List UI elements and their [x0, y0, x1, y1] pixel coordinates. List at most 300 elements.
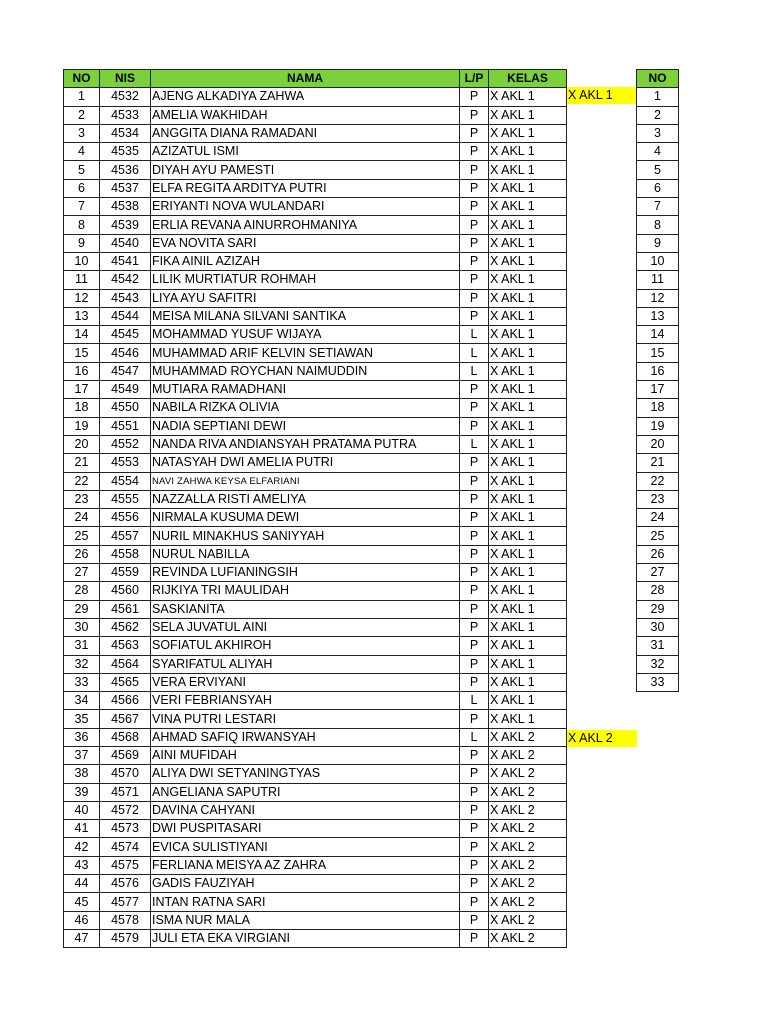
- cell-lp: P: [460, 710, 489, 728]
- table-row: [64, 106, 567, 124]
- cell-kelas: X AKL 1: [489, 600, 567, 618]
- header-nis: NIS: [100, 70, 151, 88]
- table-row: [637, 88, 679, 106]
- cell-no: 7: [64, 198, 100, 216]
- cell-kelas: X AKL 2: [489, 746, 567, 764]
- cell-kelas: X AKL 1: [489, 362, 567, 380]
- table-row: [64, 252, 567, 270]
- cell-kelas: X AKL 1: [489, 399, 567, 417]
- cell-number: 14: [637, 326, 679, 344]
- cell-no: 31: [64, 637, 100, 655]
- cell-number: 12: [637, 289, 679, 307]
- cell-no: 5: [64, 161, 100, 179]
- table-row: [64, 509, 567, 527]
- table-row: [637, 124, 679, 142]
- cell-nis: 4563: [100, 637, 151, 655]
- cell-nis: 4574: [100, 838, 151, 856]
- cell-nama: ANGGITA DIANA RAMADANI: [151, 124, 460, 142]
- table-row: [637, 472, 679, 490]
- cell-kelas: X AKL 1: [489, 673, 567, 691]
- number-column-table: [636, 69, 679, 692]
- table-row: [637, 179, 679, 197]
- cell-nama: DIYAH AYU PAMESTI: [151, 161, 460, 179]
- table-row: [64, 618, 567, 636]
- table-row: [64, 289, 567, 307]
- table-row: [64, 783, 567, 801]
- cell-nis: 4578: [100, 911, 151, 929]
- table-row: [64, 765, 567, 783]
- cell-lp: P: [460, 216, 489, 234]
- cell-nama: ALIYA DWI SETYANINGTYAS: [151, 765, 460, 783]
- cell-lp: P: [460, 600, 489, 618]
- cell-number: 3: [637, 124, 679, 142]
- cell-nis: 4553: [100, 454, 151, 472]
- cell-nis: 4569: [100, 746, 151, 764]
- table-row: [637, 509, 679, 527]
- cell-number: 31: [637, 637, 679, 655]
- cell-number: 2: [637, 106, 679, 124]
- cell-no: 37: [64, 746, 100, 764]
- cell-lp: P: [460, 875, 489, 893]
- cell-lp: P: [460, 893, 489, 911]
- cell-no: 38: [64, 765, 100, 783]
- cell-nama: LIYA AYU SAFITRI: [151, 289, 460, 307]
- table-row: [637, 344, 679, 362]
- cell-no: 13: [64, 307, 100, 325]
- table-row: [64, 161, 567, 179]
- cell-nis: 4552: [100, 435, 151, 453]
- cell-number: 23: [637, 490, 679, 508]
- cell-number: 20: [637, 435, 679, 453]
- cell-nis: 4566: [100, 692, 151, 710]
- cell-lp: L: [460, 344, 489, 362]
- cell-nis: 4541: [100, 252, 151, 270]
- cell-kelas: X AKL 1: [489, 106, 567, 124]
- table-row: [637, 307, 679, 325]
- table-row: [637, 216, 679, 234]
- cell-nis: 4536: [100, 161, 151, 179]
- table-row: [637, 582, 679, 600]
- cell-kelas: X AKL 1: [489, 124, 567, 142]
- table-row: [637, 362, 679, 380]
- cell-nis: 4560: [100, 582, 151, 600]
- table-row: [64, 746, 567, 764]
- cell-no: 21: [64, 454, 100, 472]
- cell-lp: L: [460, 326, 489, 344]
- cell-kelas: X AKL 1: [489, 216, 567, 234]
- cell-nama: NAVI ZAHWA KEYSA ELFARIANI: [151, 472, 460, 490]
- cell-no: 24: [64, 509, 100, 527]
- cell-kelas: X AKL 2: [489, 911, 567, 929]
- cell-no: 39: [64, 783, 100, 801]
- cell-nis: 4545: [100, 326, 151, 344]
- cell-lp: L: [460, 362, 489, 380]
- table-row: [64, 893, 567, 911]
- table-row: [637, 435, 679, 453]
- table-row: [64, 143, 567, 161]
- cell-lp: P: [460, 564, 489, 582]
- cell-no: 16: [64, 362, 100, 380]
- table-row: [637, 655, 679, 673]
- cell-number: 7: [637, 198, 679, 216]
- cell-lp: P: [460, 143, 489, 161]
- cell-nama: ANGELIANA SAPUTRI: [151, 783, 460, 801]
- cell-no: 2: [64, 106, 100, 124]
- cell-no: 26: [64, 545, 100, 563]
- cell-nama: ISMA NUR MALA: [151, 911, 460, 929]
- cell-nis: 4571: [100, 783, 151, 801]
- class-label-akl1: X AKL 1: [567, 87, 637, 104]
- cell-nis: 4559: [100, 564, 151, 582]
- cell-nis: 4537: [100, 179, 151, 197]
- cell-nama: FIKA AINIL AZIZAH: [151, 252, 460, 270]
- cell-kelas: X AKL 1: [489, 289, 567, 307]
- table-row: [64, 472, 567, 490]
- cell-no: 4: [64, 143, 100, 161]
- cell-nama: AINI MUFIDAH: [151, 746, 460, 764]
- cell-kelas: X AKL 1: [489, 490, 567, 508]
- cell-lp: P: [460, 637, 489, 655]
- cell-nama: SELA JUVATUL AINI: [151, 618, 460, 636]
- cell-nis: 4547: [100, 362, 151, 380]
- cell-no: 10: [64, 252, 100, 270]
- table-row: [637, 326, 679, 344]
- cell-number: 32: [637, 655, 679, 673]
- cell-nama: EVA NOVITA SARI: [151, 234, 460, 252]
- cell-number: 22: [637, 472, 679, 490]
- cell-kelas: X AKL 2: [489, 728, 567, 746]
- cell-nama: RIJKIYA TRI MAULIDAH: [151, 582, 460, 600]
- cell-no: 25: [64, 527, 100, 545]
- cell-nis: 4542: [100, 271, 151, 289]
- cell-number: 21: [637, 454, 679, 472]
- table-row: [64, 692, 567, 710]
- cell-lp: P: [460, 838, 489, 856]
- cell-number: 33: [637, 673, 679, 691]
- table-row: [637, 600, 679, 618]
- cell-nama: MOHAMMAD YUSUF WIJAYA: [151, 326, 460, 344]
- cell-kelas: X AKL 2: [489, 765, 567, 783]
- table-row: [64, 490, 567, 508]
- table-row: [637, 454, 679, 472]
- cell-nama: AHMAD SAFIQ IRWANSYAH: [151, 728, 460, 746]
- cell-number: 30: [637, 618, 679, 636]
- table-row: [64, 582, 567, 600]
- cell-lp: P: [460, 454, 489, 472]
- cell-nis: 4535: [100, 143, 151, 161]
- cell-number: 6: [637, 179, 679, 197]
- table-row: [64, 929, 567, 947]
- cell-no: 42: [64, 838, 100, 856]
- table-row: [637, 399, 679, 417]
- cell-number: 9: [637, 234, 679, 252]
- cell-nis: 4575: [100, 856, 151, 874]
- cell-no: 40: [64, 801, 100, 819]
- cell-nama: ELFA REGITA ARDITYA PUTRI: [151, 179, 460, 197]
- cell-lp: L: [460, 435, 489, 453]
- cell-nis: 4554: [100, 472, 151, 490]
- cell-kelas: X AKL 1: [489, 179, 567, 197]
- cell-nis: 4573: [100, 820, 151, 838]
- cell-kelas: X AKL 1: [489, 381, 567, 399]
- cell-nis: 4538: [100, 198, 151, 216]
- cell-nis: 4558: [100, 545, 151, 563]
- table-row: [64, 838, 567, 856]
- cell-kelas: X AKL 1: [489, 252, 567, 270]
- cell-no: 1: [64, 88, 100, 106]
- table-row: [64, 728, 567, 746]
- table-row: [64, 179, 567, 197]
- cell-number: 10: [637, 252, 679, 270]
- table-row: [64, 454, 567, 472]
- cell-no: 15: [64, 344, 100, 362]
- cell-lp: P: [460, 820, 489, 838]
- table-row: [64, 216, 567, 234]
- cell-number: 25: [637, 527, 679, 545]
- right-header-no: NO: [637, 70, 679, 88]
- cell-nis: 4572: [100, 801, 151, 819]
- cell-kelas: X AKL 1: [489, 472, 567, 490]
- cell-kelas: X AKL 1: [489, 710, 567, 728]
- table-row: [64, 271, 567, 289]
- cell-no: 20: [64, 435, 100, 453]
- cell-lp: P: [460, 929, 489, 947]
- table-row: [64, 637, 567, 655]
- table-row: [64, 417, 567, 435]
- cell-number: 1: [637, 88, 679, 106]
- table-row: [637, 618, 679, 636]
- cell-number: 15: [637, 344, 679, 362]
- cell-no: 44: [64, 875, 100, 893]
- table-row: [64, 655, 567, 673]
- class-label-akl2: X AKL 2: [567, 730, 637, 747]
- cell-lp: P: [460, 509, 489, 527]
- cell-nis: 4577: [100, 893, 151, 911]
- cell-kelas: X AKL 1: [489, 637, 567, 655]
- cell-lp: P: [460, 472, 489, 490]
- cell-lp: P: [460, 124, 489, 142]
- cell-nama: NAZZALLA RISTI AMELIYA: [151, 490, 460, 508]
- table-row: [64, 307, 567, 325]
- cell-nis: 4576: [100, 875, 151, 893]
- cell-kelas: X AKL 1: [489, 326, 567, 344]
- cell-lp: P: [460, 545, 489, 563]
- cell-kelas: X AKL 1: [489, 307, 567, 325]
- cell-no: 17: [64, 381, 100, 399]
- cell-nama: NANDA RIVA ANDIANSYAH PRATAMA PUTRA: [151, 435, 460, 453]
- cell-lp: P: [460, 271, 489, 289]
- cell-nama: AMELIA WAKHIDAH: [151, 106, 460, 124]
- cell-lp: P: [460, 88, 489, 106]
- cell-nis: 4567: [100, 710, 151, 728]
- cell-kelas: X AKL 1: [489, 143, 567, 161]
- cell-lp: P: [460, 765, 489, 783]
- table-row: [64, 875, 567, 893]
- table-row: [637, 143, 679, 161]
- cell-nama: NATASYAH DWI AMELIA PUTRI: [151, 454, 460, 472]
- cell-nis: 4544: [100, 307, 151, 325]
- cell-kelas: X AKL 1: [489, 618, 567, 636]
- table-row: [637, 234, 679, 252]
- cell-kelas: X AKL 1: [489, 417, 567, 435]
- cell-nama: NIRMALA KUSUMA DEWI: [151, 509, 460, 527]
- cell-number: 19: [637, 417, 679, 435]
- cell-lp: P: [460, 417, 489, 435]
- cell-no: 14: [64, 326, 100, 344]
- table-row: [64, 399, 567, 417]
- cell-nama: SYARIFATUL ALIYAH: [151, 655, 460, 673]
- table-row: [64, 362, 567, 380]
- cell-lp: P: [460, 289, 489, 307]
- cell-nis: 4568: [100, 728, 151, 746]
- table-row: [637, 381, 679, 399]
- cell-nis: 4556: [100, 509, 151, 527]
- table-row: [64, 820, 567, 838]
- header-lp: L/P: [460, 70, 489, 88]
- cell-nama: MUTIARA RAMADHANI: [151, 381, 460, 399]
- cell-number: 5: [637, 161, 679, 179]
- table-row: [637, 271, 679, 289]
- cell-nama: AJENG ALKADIYA ZAHWA: [151, 88, 460, 106]
- cell-no: 33: [64, 673, 100, 691]
- cell-number: 17: [637, 381, 679, 399]
- cell-nama: ERIYANTI NOVA WULANDARI: [151, 198, 460, 216]
- cell-no: 32: [64, 655, 100, 673]
- cell-kelas: X AKL 2: [489, 783, 567, 801]
- cell-nis: 4540: [100, 234, 151, 252]
- table-row: [64, 801, 567, 819]
- cell-nama: MUHAMMAD ROYCHAN NAIMUDDIN: [151, 362, 460, 380]
- cell-number: 4: [637, 143, 679, 161]
- cell-number: 13: [637, 307, 679, 325]
- cell-kelas: X AKL 2: [489, 893, 567, 911]
- table-row: [64, 88, 567, 106]
- cell-kelas: X AKL 1: [489, 582, 567, 600]
- cell-no: 28: [64, 582, 100, 600]
- cell-no: 45: [64, 893, 100, 911]
- cell-nis: 4534: [100, 124, 151, 142]
- cell-nis: 4579: [100, 929, 151, 947]
- cell-lp: P: [460, 911, 489, 929]
- cell-no: 35: [64, 710, 100, 728]
- cell-lp: P: [460, 252, 489, 270]
- cell-no: 9: [64, 234, 100, 252]
- cell-nis: 4543: [100, 289, 151, 307]
- cell-lp: P: [460, 198, 489, 216]
- cell-nis: 4565: [100, 673, 151, 691]
- table-row: [637, 161, 679, 179]
- cell-kelas: X AKL 1: [489, 692, 567, 710]
- cell-nama: VERA ERVIYANI: [151, 673, 460, 691]
- cell-nis: 4546: [100, 344, 151, 362]
- header-nama: NAMA: [151, 70, 460, 88]
- cell-kelas: X AKL 1: [489, 344, 567, 362]
- cell-nama: FERLIANA MEISYA AZ ZAHRA: [151, 856, 460, 874]
- cell-lp: P: [460, 783, 489, 801]
- cell-lp: L: [460, 692, 489, 710]
- cell-number: 24: [637, 509, 679, 527]
- cell-nama: EVICA SULISTIYANI: [151, 838, 460, 856]
- table-row: [64, 198, 567, 216]
- cell-no: 8: [64, 216, 100, 234]
- cell-nama: VINA PUTRI LESTARI: [151, 710, 460, 728]
- table-row: [637, 527, 679, 545]
- table-row: [64, 564, 567, 582]
- cell-number: 28: [637, 582, 679, 600]
- cell-no: 41: [64, 820, 100, 838]
- cell-nis: 4555: [100, 490, 151, 508]
- table-row: [637, 106, 679, 124]
- table-row: [64, 911, 567, 929]
- cell-nama: VERI FEBRIANSYAH: [151, 692, 460, 710]
- student-table: [63, 69, 567, 948]
- table-row: [64, 326, 567, 344]
- cell-no: 3: [64, 124, 100, 142]
- table-row: [637, 289, 679, 307]
- cell-no: 19: [64, 417, 100, 435]
- cell-lp: P: [460, 381, 489, 399]
- cell-no: 27: [64, 564, 100, 582]
- cell-nama: AZIZATUL ISMI: [151, 143, 460, 161]
- cell-no: 6: [64, 179, 100, 197]
- cell-lp: P: [460, 399, 489, 417]
- cell-lp: P: [460, 179, 489, 197]
- table-row: [637, 198, 679, 216]
- cell-nama: MUHAMMAD ARIF KELVIN SETIAWAN: [151, 344, 460, 362]
- cell-kelas: X AKL 1: [489, 198, 567, 216]
- cell-no: 36: [64, 728, 100, 746]
- cell-nis: 4539: [100, 216, 151, 234]
- cell-no: 18: [64, 399, 100, 417]
- cell-kelas: X AKL 2: [489, 801, 567, 819]
- cell-kelas: X AKL 1: [489, 88, 567, 106]
- table-row: [64, 234, 567, 252]
- cell-lp: P: [460, 527, 489, 545]
- cell-nis: 4570: [100, 765, 151, 783]
- cell-no: 30: [64, 618, 100, 636]
- cell-lp: L: [460, 728, 489, 746]
- cell-lp: P: [460, 490, 489, 508]
- cell-kelas: X AKL 2: [489, 820, 567, 838]
- cell-number: 18: [637, 399, 679, 417]
- cell-no: 43: [64, 856, 100, 874]
- cell-kelas: X AKL 1: [489, 509, 567, 527]
- cell-lp: P: [460, 655, 489, 673]
- cell-nama: NURUL NABILLA: [151, 545, 460, 563]
- cell-nis: 4551: [100, 417, 151, 435]
- cell-nama: GADIS FAUZIYAH: [151, 875, 460, 893]
- cell-nama: INTAN RATNA SARI: [151, 893, 460, 911]
- table-row: [64, 344, 567, 362]
- cell-kelas: X AKL 1: [489, 271, 567, 289]
- cell-nis: 4532: [100, 88, 151, 106]
- cell-nama: NABILA RIZKA OLIVIA: [151, 399, 460, 417]
- cell-no: 34: [64, 692, 100, 710]
- header-no: NO: [64, 70, 100, 88]
- cell-kelas: X AKL 2: [489, 838, 567, 856]
- cell-lp: P: [460, 307, 489, 325]
- cell-number: 27: [637, 564, 679, 582]
- cell-nama: SASKIANITA: [151, 600, 460, 618]
- cell-kelas: X AKL 1: [489, 527, 567, 545]
- table-row: [637, 417, 679, 435]
- cell-kelas: X AKL 1: [489, 234, 567, 252]
- cell-no: 46: [64, 911, 100, 929]
- cell-nama: NADIA SEPTIANI DEWI: [151, 417, 460, 435]
- cell-nama: REVINDA LUFIANINGSIH: [151, 564, 460, 582]
- cell-nis: 4549: [100, 381, 151, 399]
- table-row: [64, 381, 567, 399]
